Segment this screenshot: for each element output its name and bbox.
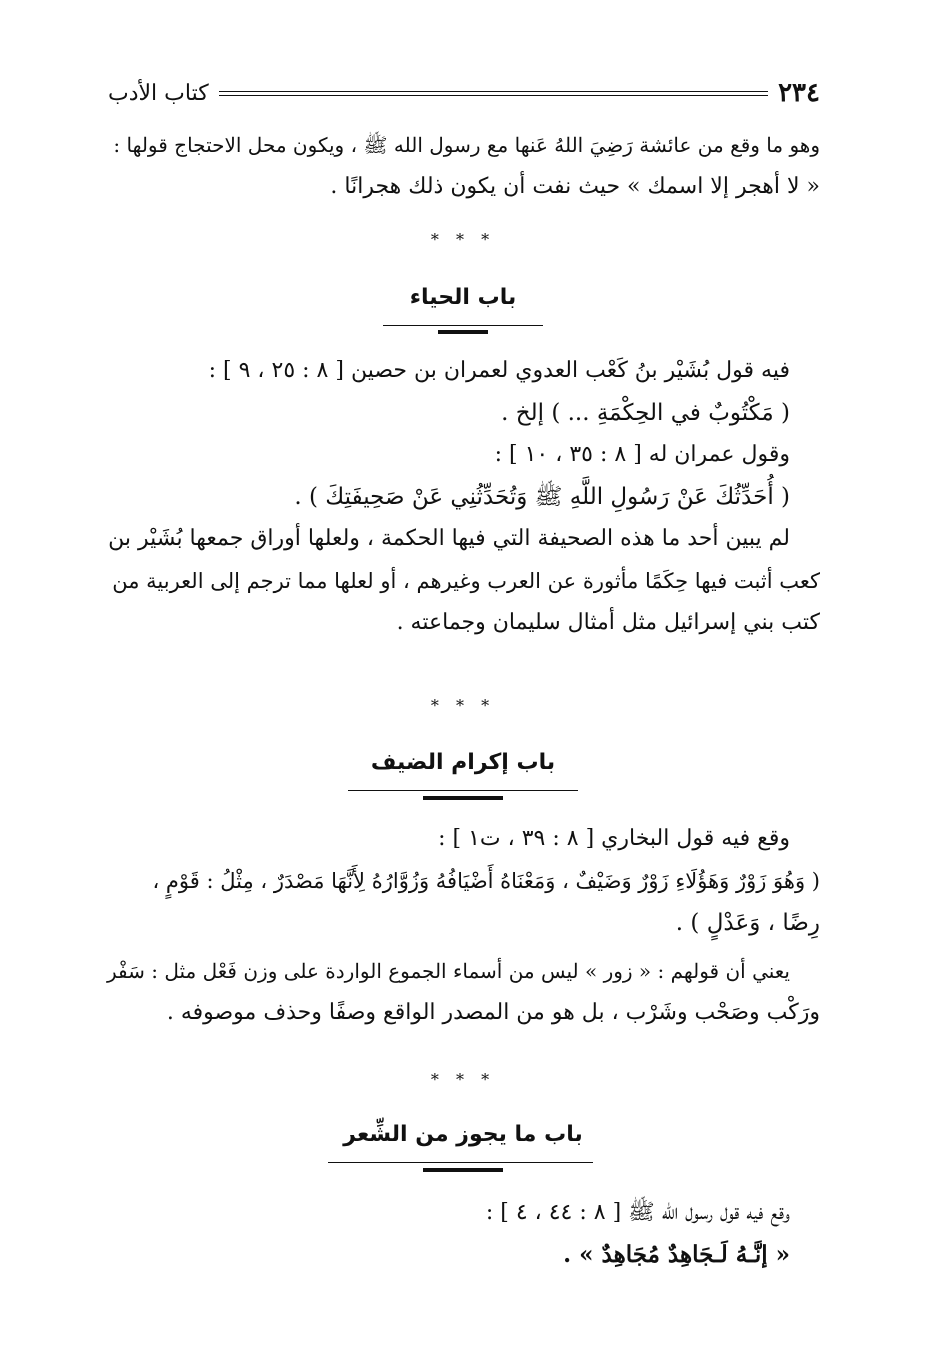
text-line: يعني أن قولهم : « زور » ليس من أسماء الجموع الواردة على وزن فَعْل مثل : سَفْر [107,959,790,983]
header-rule [219,91,768,96]
section-separator: * * * [430,696,496,715]
quote-line: « إنَّـهُ لَـجَاهِدٌ مُجَاهِدٌ » . [563,1241,790,1268]
text-line: كتب بني إسرائيل مثل أمثال سليمان وجماعته . [396,610,820,635]
text-line: « لا أهجر إلا اسمك » حيث نفت أن يكون ذلك هجرانًا . [330,174,820,199]
title-rule-thick [423,796,503,800]
section-separator: * * * [430,230,496,249]
text-line: وقع فيه قول رسول الله ﷺ [ ٨ : ٤٤ ، ٤ ] : [485,1200,790,1225]
text-line: كعب أثبت فيها حِكَمًا مأثورة عن العرب وغيرهم ، أو لعلها مما ترجم إلى العربية من [112,569,820,593]
text-line: وقع فيه قول البخاري [ ٨ : ٣٩ ، ت١ ] : [438,826,790,851]
title-rule-thin [348,790,578,791]
page-number: ٢٣٤ [778,78,820,108]
quote-line: ( أُحَدِّثُكَ عَنْ رَسُولِ اللَّهِ ﷺ وَتُحَدِّثُنِي عَنْ صَحِيفَتِكَ ) . [294,484,790,510]
text-line: لم يبين أحد ما هذه الصحيفة التي فيها الحكمة ، ولعلها أوراق جمعها بُشَيْر بن [108,526,790,551]
section-body-ikram-dayf [108,818,820,1034]
section-title-ikram-dayf: باب إكرام الضيف [370,750,556,775]
text-line: ورَكْب وصَحْب وشَرْب ، بل هو من المصدر الواقع وصفًا وحذف موصوفه . [166,1000,820,1025]
title-rule-thin [328,1162,593,1163]
quote-line: رِضًا ، وَعَدْلٍ ) . [675,910,820,936]
intro-paragraph [108,124,820,208]
quote-line: ( مَكْتُوبٌ في الحِكْمَةِ ... ) إلخ . [501,400,790,426]
text-line: وهو ما وقع من عائشة رَضِيَ اللهُ عَنها مع رسول الله ﷺ ، ويكون محل الاحتجاج قولها : [113,133,820,157]
running-title: كتاب الأدب [108,80,209,106]
section-body-haya [108,350,820,644]
title-rule-thin [383,325,543,326]
title-rule-thick [423,1168,503,1172]
section-separator: * * * [430,1070,496,1089]
text-line: فيه قول بُشَيْر بنُ كَعْب العدوي لعمران بن حصين [ ٨ : ٢٥ ، ٩ ] : [208,358,790,383]
section-title-haya: باب الحياء [409,285,517,310]
text-line: وقول عمران له [ ٨ : ٣٥ ، ١٠ ] : [494,442,790,467]
page-header [108,78,820,108]
title-rule-thick [438,330,488,334]
section-body-shir [108,1192,820,1276]
section-title-shir: باب ما يجوز من الشِّعر [343,1122,583,1147]
quote-line: ( وَهُوَ زَوْرٌ وَهَؤُلَاءِ زَوْرٌ وَضَيْفٌ ، وَمَعْنَاهُ أَضْيَافُهُ وَزُوَّارُهُ لِأَنَّهَا مَصْدَرٌ ، مِثْلُ : قَوْمٍ ، [152,869,820,893]
